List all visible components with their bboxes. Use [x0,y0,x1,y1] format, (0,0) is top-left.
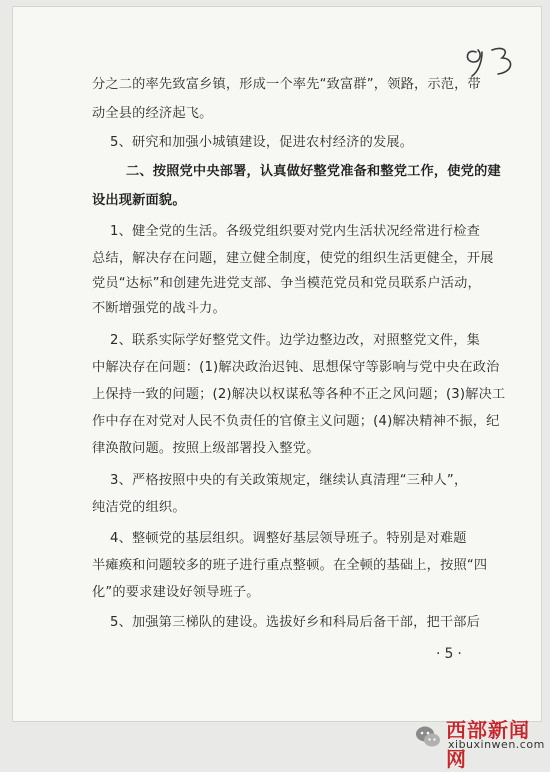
text-line: 不断增强党的战斗力。 [92,301,226,316]
text-line: 1、健全党的生活。各级党组织要对党内生活状况经常进行检查 [110,224,481,239]
text-line: 中解决存在问题：(1)解决政治迟钝、思想保守等影响与党中央在政治 [92,360,500,375]
text-line: 纯洁党的组织。 [92,500,186,515]
wechat-logo-icon [414,723,442,751]
text-line: 作中存在对党对人民不负责任的官僚主义问题；(4)解决精神不振，纪 [92,414,500,429]
section-heading: 设出现新面貌。 [92,193,186,208]
text-line: 5、加强第三梯队的建设。选拔好乡和科局后备干部，把干部后 [110,615,481,630]
text-line: 2、联系实际学好整党文件。边学边整边改，对照整党文件，集 [110,333,481,348]
page-number: ·5· [436,646,466,662]
site-watermark [408,716,550,771]
text-line: 化”的要求建设好领导班子。 [92,585,260,600]
watermark-url: xibuxinwen.com [448,738,545,751]
text-line: 分之二的率先致富乡镇，形成一个率先“致富群”，领路，示范，带 [92,77,481,92]
text-line: 党员“达标”和创建先进党支部、争当模范党员和党员联系户活动， [92,276,481,291]
text-line: 律涣散问题。按照上级部署投入整党。 [92,441,320,456]
text-line: 总结，解决存在问题，建立健全制度，使党的组织生活更健全，开展 [92,251,494,266]
scanned-page [12,6,542,722]
watermark-site-name: 西部新闻网 [446,718,530,771]
text-line: 上保持一致的问题；(2)解决以权谋私等各种不正之风问题；(3)解决工 [92,387,506,402]
text-line: 3、严格按照中央的有关政策规定，继续认真清理“三种人”， [110,473,468,488]
section-heading: 二、按照党中央部署，认真做好整党准备和整党工作，使党的建 [126,164,501,179]
text-line: 动全县的经济起飞。 [92,106,213,121]
document-body [12,6,542,722]
text-line: 4、整顿党的基层组织。调整好基层领导班子。特别是对难题 [110,531,467,546]
text-line: 半瘫痪和问题较多的班子进行重点整顿。在全顿的基础上，按照“四 [92,558,488,573]
text-line: 5、研究和加强小城镇建设，促进农村经济的发展。 [110,135,414,150]
